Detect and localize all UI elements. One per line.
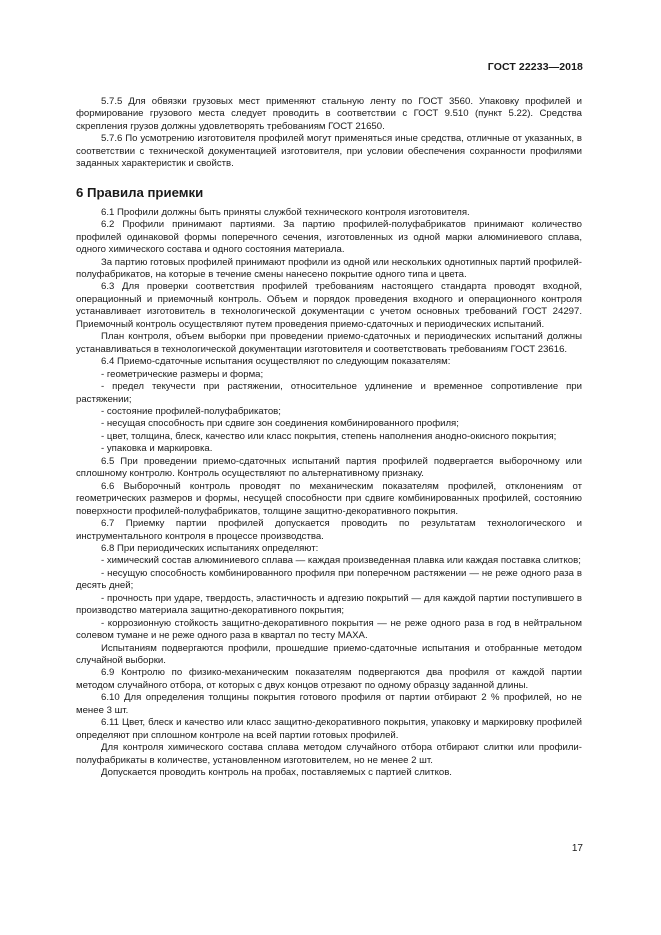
list-item: - предел текучести при растяжении, относительное удлинение и временное сопротивление при растяжении; xyxy=(76,381,582,405)
paragraph-5-7-5: 5.7.5 Для обвязки грузовых мест применяют стальную ленту по ГОСТ 3560. Упаковку профилей и формирование грузового места следует проводить в соответствии с ГОСТ 9.510 (пункт 5.22). Средства скрепления грузов должны удовлетворять требованиям ГОСТ 21650. xyxy=(76,96,582,132)
list-item: - коррозионную стойкость защитно-декоративного покрытия — не реже одного раза в год в нейтральном солевом тумане и не реже одного раза в квартал по тесту МАХА. xyxy=(76,617,582,642)
list-item: - несущая способность при сдвиге зон соединения комбинированного профиля; xyxy=(101,418,459,430)
list-item: - цвет, толщина, блеск, качество или класс покрытия, степень наполнения анодно-окисного покрытия; xyxy=(101,430,557,442)
list-item: - несущую способность комбинированного профиля при поперечном растяжении — не реже одного раза в десять дней; xyxy=(76,567,582,592)
paragraph: 6.7 Приемку партии профилей допускается проводить по результатам технологического и инструментального контроля в процессе производства. xyxy=(76,518,582,542)
paragraph: 6.8 При периодических испытаниях определяют: xyxy=(101,542,319,554)
list-item: - химический состав алюминиевого сплава — каждая произведенная плавка или каждая поставка слитков; xyxy=(101,555,581,567)
section-heading: 6 Правила приемки xyxy=(76,184,204,200)
paragraph: 6.5 При проведении приемо-сдаточных испытаний партия профилей подвергается выборочному или сплошному контролю. Контроль осуществляют по альтернативному признаку. xyxy=(76,455,582,480)
list-item: - состояние профилей-полуфабрикатов; xyxy=(101,405,281,417)
paragraph: 6.9 Контролю по физико-механическим показателям подвергаются два профиля от каждой партии методом случайного отбора, от которых с двух концов отрезают по одному образцу заданной длины. xyxy=(76,667,582,691)
paragraph: 6.6 Выборочный контроль проводят по механическим показателям профилей, отклонениям от геометрических размеров и формы, несущей способности при сдвиге комбинированных профилей, состоянию поверхности профилей-полуфабрикатов, толщине защитно-декоративного покрытия. xyxy=(76,480,582,517)
paragraph: За партию готовых профилей принимают профили из одной или нескольких однотипных партий профилей-полуфабрикатов, на которые в течение смены нанесено покрытие одного типа и цвета. xyxy=(76,256,582,280)
page-number: 17 xyxy=(571,843,583,854)
paragraph-5-7-6: 5.7.6 По усмотрению изготовителя профилей могут применяться иные средства, отличные от указанных, в соответствии с технической документацией изготовителя, при условии обеспечения сохранности профилями заданных характеристик и свойств. xyxy=(76,133,582,170)
list-item: - упаковка и маркировка. xyxy=(101,443,213,455)
paragraph: 6.1 Профили должны быть приняты службой технического контроля изготовителя. xyxy=(101,206,470,218)
paragraph: 6.10 Для определения толщины покрытия готового профиля от партии отбирают 2 % профилей, но не менее 3 шт. xyxy=(76,692,582,716)
list-item: - прочность при ударе, твердость, эластичность и адгезию покрытий — для каждой партии поступившего в производство материала защитно-декоративного покрытия; xyxy=(76,592,582,617)
list-item: - геометрические размеры и форма; xyxy=(101,368,264,380)
paragraph: Для контроля химического состава сплава методом случайного отбора отбирают слитки или профили-полуфабрикаты в количестве, установленном изготовителем, но не менее 2 шт. xyxy=(76,742,582,766)
paragraph: План контроля, объем выборки при проведении приемо-сдаточных и периодических испытаний должны устанавливаться в технологической документации изготовителя и соответствовать требованиям ГОСТ 23616. xyxy=(76,331,582,355)
paragraph: Допускается проводить контроль на пробах, поставляемых с партией слитков. xyxy=(101,767,452,779)
paragraph: Испытаниям подвергаются профили, прошедшие приемо-сдаточные испытания и отобранные методом случайной выборки. xyxy=(76,642,582,667)
paragraph: 6.11 Цвет, блеск и качество или класс защитно-декоративного покрытия, упаковку и маркировку профилей определяют при сплошном контроле на всей партии готовых профилей. xyxy=(76,717,582,741)
paragraph: 6.2 Профили принимают партиями. За партию профилей-полуфабрикатов принимают количество профилей одинаковой формы поперечного сечения, изготовленных из одной марки алюминиевого сплава, одного химического состава и одного состояния материала. xyxy=(76,219,582,256)
paragraph: 6.3 Для проверки соответствия профилей требованиям настоящего стандарта проводят входной, операционный и приемочный контроль. Объем и порядок проведения входного и операционного контроля устанавливает изготовитель в технологической документации с учетом основных требований ГОСТ 24297. Приемочный контроль осуществляют путем проведения приемо-сдаточных и периодических испытаний. xyxy=(76,281,582,330)
paragraph: 6.4 Приемо-сдаточные испытания осуществляют по следующим показателям: xyxy=(101,356,451,368)
document-code: ГОСТ 22233—2018 xyxy=(487,61,583,73)
document-body xyxy=(76,96,582,780)
